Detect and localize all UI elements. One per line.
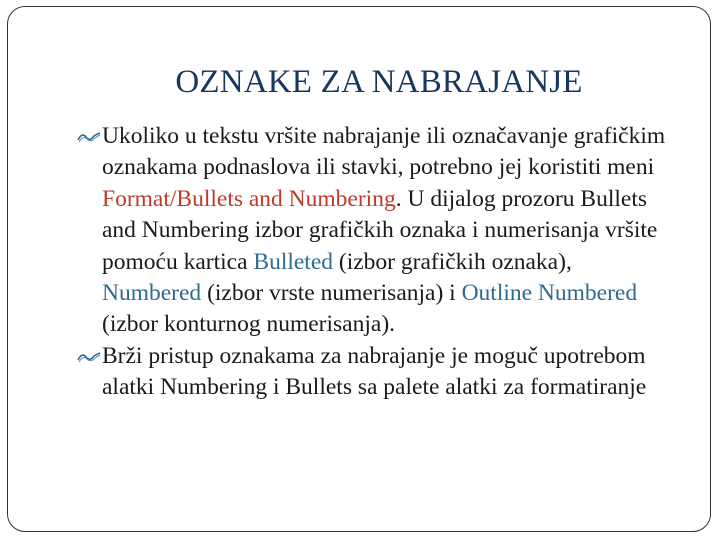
slide-title: OZNAKE ZA NABRAJANJE [175, 64, 583, 100]
menu-reference: Format/Bullets and Numbering [102, 185, 396, 212]
bullet-text: . U dijalog prozoru Bullets and Numbering izbor grafičkih oznaka i numerisanja vršite pomoću kartica [102, 185, 658, 275]
bullet-text: (izbor vrste numerisanja) i [201, 280, 462, 307]
bullet-text: Ukoliko u tekstu vršite nabrajanje ili označavanje grafičkim oznakama podnaslova ili stavki, potrebno jej koristiti meni [102, 123, 666, 181]
tab-reference-outline-numbered: Outline Numbered [461, 280, 638, 307]
bullet-text: Brži pristup oznakama za nabrajanje je moguč upotrebom alatki Numbering i Bullets sa palete alatki za formatiranje [102, 342, 647, 401]
tab-reference-bulleted: Bulleted [253, 248, 334, 275]
tab-reference-numbered: Numbered [102, 280, 202, 307]
bullet-text: (izbor grafičkih oznaka), [333, 248, 572, 275]
bullet-list [74, 121, 674, 404]
bullet-item [74, 341, 674, 404]
wave-bullet-icon [77, 350, 101, 364]
bullet-text: (izbor konturnog numerisanja). [102, 311, 396, 338]
wave-bullet-icon [77, 130, 101, 144]
bullet-item [74, 121, 674, 341]
